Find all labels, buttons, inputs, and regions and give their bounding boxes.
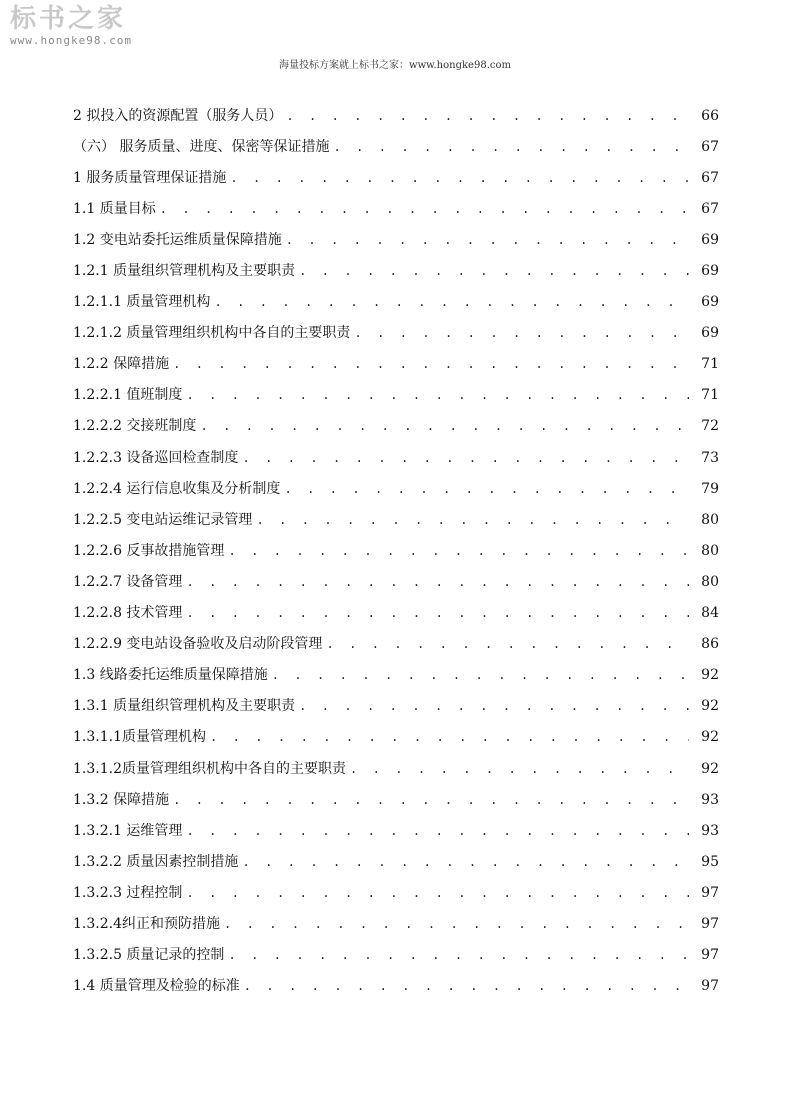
toc-entry-page-number: 97 [701, 915, 719, 932]
toc-entry[interactable] [73, 411, 719, 442]
toc-entry[interactable] [73, 722, 719, 753]
toc-dot-leader [244, 977, 689, 995]
toc-dot-leader [228, 542, 689, 560]
toc-entry[interactable] [73, 473, 719, 504]
toc-entry-label: 1.2.2.7 设备管理 [73, 573, 183, 590]
toc-entry-label: 1.3.2.5 质量记录的控制 [73, 947, 225, 964]
toc-entry-page-number: 66 [701, 107, 719, 124]
toc-entry[interactable] [73, 908, 719, 939]
toc-entry-page-number: 80 [701, 573, 719, 590]
toc-entry-label: 1.1 质量目标 [73, 200, 156, 217]
toc-entry-page-number: 69 [701, 263, 719, 280]
toc-entry[interactable] [73, 846, 719, 877]
toc-entry-label: 1.3.1 质量组织管理机构及主要职责 [73, 698, 296, 715]
toc-entry-label: 1.2.1.1 质量管理机构 [73, 294, 211, 311]
toc-entry[interactable] [73, 566, 719, 597]
toc-entry-page-number: 67 [701, 169, 719, 186]
toc-entry-label: 1.2.2.8 技术管理 [73, 605, 183, 622]
toc-dot-leader [186, 386, 689, 404]
toc-entry-page-number: 84 [701, 605, 719, 622]
toc-entry-page-number: 67 [701, 200, 719, 217]
toc-entry-page-number: 72 [701, 418, 719, 435]
table-of-contents [73, 100, 719, 1002]
toc-entry-label: 1.2.2.6 反事故措施管理 [73, 542, 225, 559]
toc-entry[interactable] [73, 380, 719, 411]
toc-entry-page-number: 93 [701, 822, 719, 839]
toc-entry[interactable] [73, 255, 719, 286]
toc-entry-page-number: 92 [701, 667, 719, 684]
toc-dot-leader [230, 169, 689, 187]
toc-entry-label: 1.2.2.1 值班制度 [73, 387, 183, 404]
toc-entry-label: 1.3.2.3 过程控制 [73, 884, 183, 901]
toc-entry-page-number: 95 [701, 853, 719, 870]
toc-dot-leader [350, 760, 689, 778]
watermark-url: www.hongke98.com [10, 34, 132, 47]
toc-entry[interactable] [73, 691, 719, 722]
toc-entry-label: 1.3.1.1质量管理机构 [73, 729, 206, 746]
toc-entry[interactable] [73, 349, 719, 380]
toc-entry-label: 1.3 线路委托运维质量保障措施 [73, 667, 268, 684]
toc-entry-label: 1.2.1 质量组织管理机构及主要职责 [73, 263, 296, 280]
toc-entry-page-number: 69 [701, 294, 719, 311]
toc-entry-label: 1.3.1.2质量管理组织机构中各自的主要职责 [73, 760, 346, 777]
toc-entry-label: （六） 服务质量、进度、保密等保证措施 [73, 138, 330, 155]
toc-dot-leader [186, 822, 689, 840]
toc-entry[interactable] [73, 660, 719, 691]
toc-entry[interactable] [73, 504, 719, 535]
toc-entry[interactable] [73, 753, 719, 784]
toc-entry[interactable] [73, 784, 719, 815]
toc-entry[interactable] [73, 193, 719, 224]
toc-entry-page-number: 73 [701, 449, 719, 466]
toc-entry[interactable] [73, 131, 719, 162]
toc-entry-label: 1.2.1.2 质量管理组织机构中各自的主要职责 [73, 325, 351, 342]
toc-entry-label: 1.2.2.3 设备巡回检查制度 [73, 449, 239, 466]
toc-entry-page-number: 97 [701, 884, 719, 901]
toc-entry[interactable] [73, 877, 719, 908]
toc-entry[interactable] [73, 100, 719, 131]
toc-dot-leader [186, 573, 689, 591]
toc-dot-leader [326, 635, 689, 653]
toc-entry-page-number: 71 [701, 356, 719, 373]
toc-entry-label: 1.3.2.4纠正和预防措施 [73, 915, 220, 932]
toc-dot-leader [160, 200, 689, 218]
toc-entry-label: 1.2.2.4 运行信息收集及分析制度 [73, 480, 281, 497]
toc-entry-label: 1.2.2 保障措施 [73, 356, 170, 373]
toc-entry[interactable] [73, 971, 719, 1002]
toc-entry[interactable] [73, 162, 719, 193]
toc-entry-label: 1.4 质量管理及检验的标准 [73, 978, 240, 995]
toc-entry-page-number: 67 [701, 138, 719, 155]
toc-entry-page-number: 69 [701, 325, 719, 342]
toc-entry[interactable] [73, 629, 719, 660]
toc-dot-leader [228, 946, 689, 964]
toc-entry[interactable] [73, 940, 719, 971]
toc-entry[interactable] [73, 318, 719, 349]
toc-dot-leader [299, 262, 689, 280]
toc-entry-page-number: 80 [701, 542, 719, 559]
toc-dot-leader [286, 231, 689, 249]
toc-entry[interactable] [73, 535, 719, 566]
toc-dot-leader [210, 728, 689, 746]
toc-dot-leader [242, 853, 689, 871]
toc-entry-page-number: 92 [701, 729, 719, 746]
toc-dot-leader [242, 449, 689, 467]
toc-dot-leader [272, 666, 689, 684]
toc-entry-label: 1.3.2 保障措施 [73, 791, 170, 808]
toc-dot-leader [200, 417, 689, 435]
toc-entry-label: 1 服务质量管理保证措施 [73, 169, 227, 186]
toc-dot-leader [286, 107, 689, 125]
toc-dot-leader [224, 915, 689, 933]
toc-entry-label: 2 拟投入的资源配置（服务人员） [73, 107, 283, 124]
toc-dot-leader [186, 884, 689, 902]
toc-entry-page-number: 92 [701, 760, 719, 777]
toc-dot-leader [173, 355, 689, 373]
toc-entry-label: 1.2.2.5 变电站运维记录管理 [73, 511, 253, 528]
toc-dot-leader [299, 697, 689, 715]
watermark-logo [10, 4, 160, 48]
toc-entry-page-number: 93 [701, 791, 719, 808]
toc-entry-page-number: 97 [701, 978, 719, 995]
toc-dot-leader [173, 791, 689, 809]
toc-entry-page-number: 69 [701, 231, 719, 248]
toc-entry[interactable] [73, 598, 719, 629]
toc-entry-page-number: 80 [701, 511, 719, 528]
watermark-title: 标书之家 [10, 4, 127, 34]
toc-entry-label: 1.2.2.9 变电站设备验收及启动阶段管理 [73, 636, 323, 653]
toc-dot-leader [333, 138, 689, 156]
toc-entry[interactable] [73, 815, 719, 846]
toc-dot-leader [284, 480, 689, 498]
toc-dot-leader [186, 604, 689, 622]
header-note: 海量投标方案就上标书之家：www.hongke98.com [279, 60, 511, 71]
toc-entry-page-number: 97 [701, 947, 719, 964]
toc-entry-label: 1.3.2.2 质量因素控制措施 [73, 853, 239, 870]
toc-entry[interactable] [73, 442, 719, 473]
toc-dot-leader [214, 293, 689, 311]
toc-dot-leader [354, 324, 689, 342]
toc-entry[interactable] [73, 224, 719, 255]
toc-entry[interactable] [73, 287, 719, 318]
toc-entry-label: 1.2.2.2 交接班制度 [73, 418, 197, 435]
toc-entry-page-number: 92 [701, 698, 719, 715]
toc-entry-label: 1.2 变电站委托运维质量保障措施 [73, 231, 282, 248]
toc-dot-leader [256, 511, 689, 529]
toc-entry-page-number: 79 [701, 480, 719, 497]
toc-entry-label: 1.3.2.1 运维管理 [73, 822, 183, 839]
toc-entry-page-number: 71 [701, 387, 719, 404]
toc-entry-page-number: 86 [701, 636, 719, 653]
